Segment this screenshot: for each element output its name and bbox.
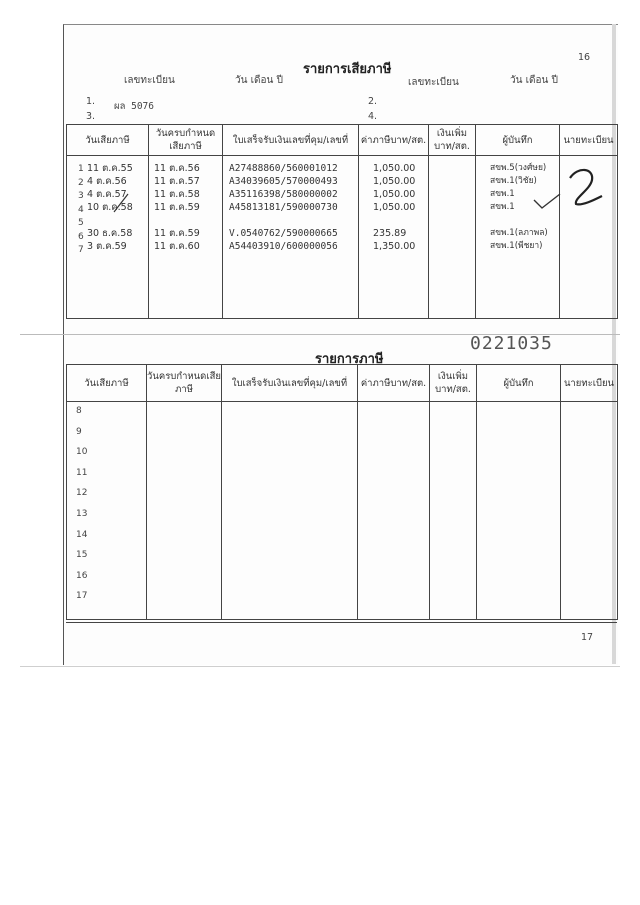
date-label-1: วัน เดือน ปี <box>235 75 283 86</box>
header-due-date: วันครบกำหนดเสียภาษี <box>149 125 223 156</box>
section-title-tax-list: รายการภาษี <box>315 352 384 367</box>
table-cell: 3 ต.ค.59 <box>87 241 127 252</box>
line4-number: 4. <box>368 111 378 122</box>
row-number: 5 <box>78 218 84 228</box>
table-cell: สขพ.1(วิชัย) <box>490 176 537 186</box>
date-label-2: วัน เดือน ปี <box>510 75 558 86</box>
header-receipt: ใบเสร็จรับเงินเลขที่คุม/เลขที่ <box>223 125 359 156</box>
column-due-dates <box>147 402 222 620</box>
table-cell: A34039605/570000493 <box>229 176 338 187</box>
page-number-top: 16 <box>578 52 591 63</box>
table-cell: สขพ.1(พีชยา) <box>490 241 543 251</box>
table-cell: 11 ต.ค.60 <box>154 241 200 252</box>
line2-number: 2. <box>368 96 378 107</box>
table-cell: A54403910/600000056 <box>229 241 338 252</box>
section-title-tax-payments: รายการเสียภาษี <box>303 62 392 77</box>
row-number: 10 <box>76 447 88 458</box>
table-cell: 1,050.00 <box>373 163 416 174</box>
tax-list-table <box>66 364 618 620</box>
column-extra <box>429 156 476 319</box>
table-cell: 30 ธ.ค.58 <box>87 228 133 239</box>
header-recorder: ผู้บันทึก <box>477 365 561 402</box>
row-number: 6 <box>78 231 84 242</box>
scan-line <box>20 666 620 667</box>
header-recorder: ผู้บันทึก <box>476 125 560 156</box>
row-number: 1 <box>78 164 84 174</box>
line1-number: 1. <box>86 96 96 107</box>
row-number: 4 <box>78 204 84 215</box>
column-recorders <box>477 402 561 620</box>
header-registrar: นายทะเบียน <box>560 125 618 156</box>
row-number: 15 <box>76 550 88 561</box>
line3-number: 3. <box>86 111 96 122</box>
header-tax-date: วันเสียภาษี <box>67 365 147 402</box>
row-number: 8 <box>76 406 82 416</box>
column-registrar <box>561 402 618 620</box>
row-number: 12 <box>76 488 88 499</box>
table-cell: A27488860/560001012 <box>229 163 338 174</box>
table-bottom-rule <box>66 622 617 623</box>
table-cell <box>154 214 222 227</box>
table-cell: 1,350.00 <box>373 241 416 252</box>
header-tax-amount: ค่าภาษีบาท/สต. <box>358 365 430 402</box>
tax-payment-table <box>66 124 618 319</box>
table-cell <box>373 214 428 227</box>
table-cell: 4 ต.ค.57 <box>87 189 127 200</box>
table-cell: 10 ต.ค.58 <box>87 202 133 213</box>
table-cell: 1,050.00 <box>373 176 416 187</box>
table-cell: 11 ต.ค.58 <box>154 189 200 200</box>
row-number: 3 <box>78 191 84 201</box>
table-cell: 11 ต.ค.59 <box>154 202 200 213</box>
section-divider <box>66 318 617 319</box>
table-cell: 4 ต.ค.56 <box>87 176 127 187</box>
table-cell: สขพ.1 <box>490 202 515 212</box>
stamp-number: 0221035 <box>470 333 553 354</box>
header-due-date: วันครบกำหนดเสียภาษี <box>147 365 222 402</box>
column-taxes <box>359 156 429 319</box>
table-cell: สขพ.5(วงศ์ษย) <box>490 163 547 173</box>
table-cell: 11 ต.ค.59 <box>154 228 200 239</box>
reg-label-2: เลขทะเบียน <box>408 77 459 88</box>
header-extra-amount: เงินเพิ่มบาท/สต. <box>430 365 477 402</box>
row-number: 17 <box>76 591 88 602</box>
column-extra <box>430 402 477 620</box>
tick-mark <box>110 190 140 220</box>
header-tax-amount: ค่าภาษีบาท/สต. <box>359 125 429 156</box>
column-receipts <box>223 156 359 319</box>
row-number: 9 <box>76 426 82 437</box>
handwritten-signature <box>512 160 612 220</box>
table-cell: 1,050.00 <box>373 202 416 213</box>
table-cell: 11 ต.ค.57 <box>154 176 200 187</box>
table-cell: สขพ.1(ลภาพล) <box>490 228 548 238</box>
table-cell <box>229 214 358 227</box>
row-number: 14 <box>76 529 88 540</box>
header-extra-amount: เงินเพิ่มบาท/สต. <box>429 125 476 156</box>
table-cell: สขพ.1 <box>490 189 515 199</box>
table-cell: 1,050.00 <box>373 189 416 200</box>
table-cell: A45813181/590000730 <box>229 202 338 213</box>
table-cell: V.0540762/590000665 <box>229 228 338 239</box>
header-registrar: นายทะเบียน <box>561 365 618 402</box>
header-tax-date: วันเสียภาษี <box>67 125 149 156</box>
row-number: 13 <box>76 509 88 519</box>
reg-label-1: เลขทะเบียน <box>124 75 175 86</box>
column-taxes <box>358 402 430 620</box>
row-number: 7 <box>78 245 84 255</box>
table-cell: 11 ต.ค.56 <box>154 163 200 174</box>
row-number: 16 <box>76 570 88 581</box>
page-number-bottom: 17 <box>581 632 594 643</box>
table-cell: 11 ต.ค.55 <box>87 163 133 174</box>
header-receipt: ใบเสร็จรับเงินเลขที่คุม/เลขที่ <box>222 365 358 402</box>
row-number: 2 <box>78 177 84 188</box>
line1-value: ผล 5076 <box>114 101 154 112</box>
row-number: 11 <box>76 467 88 478</box>
column-receipts <box>222 402 358 620</box>
table-cell: A35116398/580000002 <box>229 189 338 200</box>
table-cell: 235.89 <box>373 228 407 239</box>
column-due-dates <box>149 156 223 319</box>
